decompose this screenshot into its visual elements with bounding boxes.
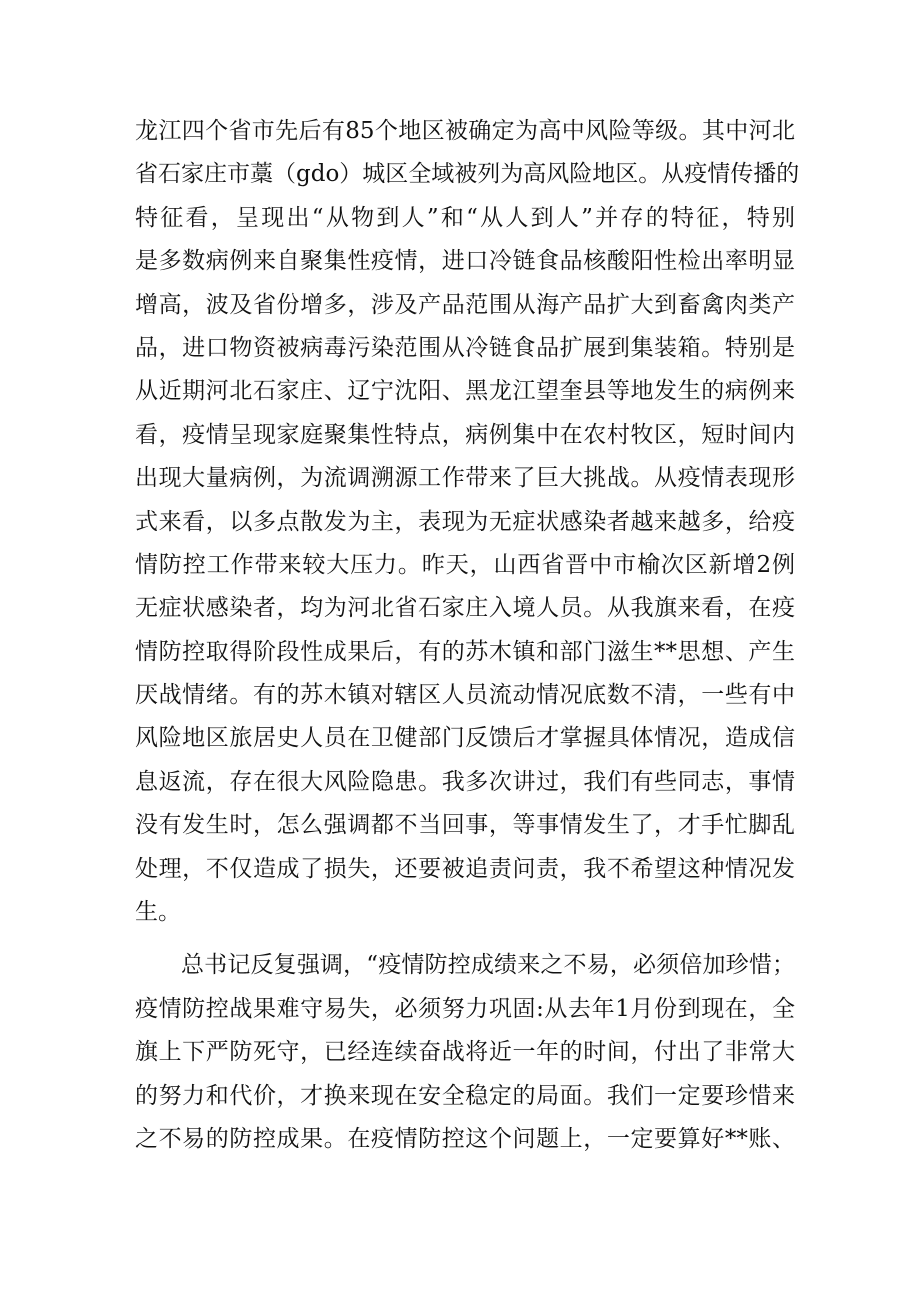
- text-line: 无症状感染者，均为河北省石家庄入境人员。从我旗来看，在疫: [135, 595, 795, 622]
- text-line: 疫情防控战果难守易失，必须努力巩固:从去年1月份到现在，全: [135, 995, 795, 1022]
- text-line: 厌战情绪。有的苏木镇对辖区人员流动情况底数不清，一些有中: [135, 682, 795, 709]
- paragraph-1: [135, 110, 800, 934]
- text-line: 特征看，呈现出“从物到人”和“从人到人”并存的特征，特别: [135, 204, 795, 231]
- text-line: 的努力和代价，才换来现在安全稳定的局面。我们一定要珍惜来: [135, 1082, 795, 1109]
- text-line: 风险地区旅居史人员在卫健部门反馈后才掌握具体情况，造成信: [135, 725, 795, 752]
- text-line: 看，疫情呈现家庭聚集性特点，病例集中在农村牧区，短时间内: [135, 421, 795, 448]
- text-line: 是多数病例来自聚集性疫情，进口冷链食品核酸阳性检出率明显: [135, 248, 795, 275]
- text-line: 情防控取得阶段性成果后，有的苏木镇和部门滋生**思想、产生: [135, 638, 795, 665]
- text-line: 没有发生时，怎么强调都不当回事，等事情发生了，才手忙脚乱: [135, 812, 795, 839]
- paragraph-2: [135, 944, 795, 1161]
- text-line: 品，进口物资被病毒污染范围从冷链食品扩展到集装箱。特别是: [135, 334, 795, 361]
- text-line: 生。: [135, 899, 181, 926]
- text-line: 息返流，存在很大风险隐患。我多次讲过，我们有些同志，事情: [135, 768, 795, 795]
- text-line: 式来看，以多点散发为主，表现为无症状感染者越来越多，给疫: [135, 508, 795, 535]
- text-line: 龙江四个省市先后有85个地区被确定为高中风险等级。其中河北: [135, 118, 795, 144]
- body-text: [135, 110, 800, 1161]
- text-line: 出现大量病例，为流调溯源工作带来了巨大挑战。从疫情表现形: [135, 465, 795, 492]
- text-line: 旗上下严防死守，已经连续奋战将近一年的时间，付出了非常大: [135, 1039, 795, 1066]
- text-line: 处理，不仅造成了损失，还要被追责问责，我不希望这种情况发: [135, 855, 795, 882]
- text-line: 情防控工作带来较大压力。昨天，山西省晋中市榆次区新增2例: [135, 551, 795, 578]
- text-line: 从近期河北石家庄、辽宁沈阳、黑龙江望奎县等地发生的病例来: [135, 378, 795, 405]
- text-line: 省石家庄市藁（gdo）城区全域被列为高风险地区。从疫情传播的: [135, 161, 800, 188]
- text-line: 增高，波及省份增多，涉及产品范围从海产品扩大到畜禽肉类产: [135, 291, 795, 318]
- text-line: 之不易的防控成果。在疫情防控这个问题上，一定要算好**账、: [135, 1125, 795, 1152]
- text-line: 总书记反复强调，“疫情防控成绩来之不易，必须倍加珍惜；: [181, 952, 795, 979]
